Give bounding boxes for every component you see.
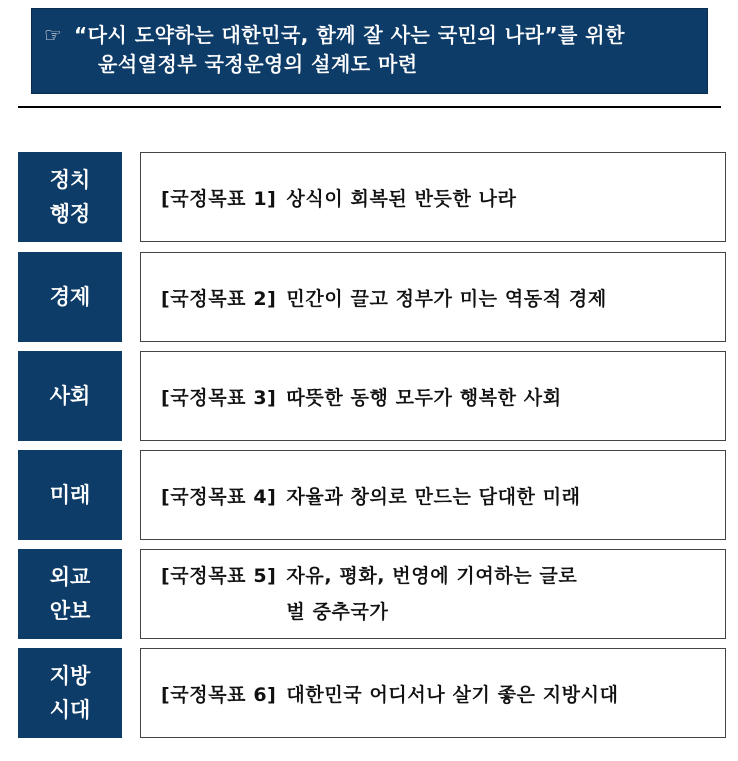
header-banner [31,8,708,94]
goal-row-4 [18,450,726,540]
goal-box [140,252,726,342]
banner-title-line-1: “다시 도약하는 대한민국, 함께 잘 사는 국민의 나라”를 위한 [74,23,625,47]
category-label [18,252,122,342]
goal-text: 자유, 평화, 번영에 기여하는 글로벌 중추국가 [286,565,578,623]
pointing-hand-icon: ☞ [44,23,63,47]
category-line: 행정 [49,202,91,226]
goal-number: [국정목표 2] [161,287,277,310]
category-line: 정치 [49,168,91,192]
banner-line-1 [44,21,707,50]
category-line: 외교 [49,565,91,589]
goal-row-5 [18,549,726,639]
goal-row-2 [18,252,726,342]
goal-box [140,351,726,441]
category-line: 지방 [49,664,91,688]
goal-number: [국정목표 1] [161,187,277,210]
category-label [18,450,122,540]
goal-number: [국정목표 4] [161,485,277,508]
category-line: 사회 [49,384,91,408]
category-line: 경제 [49,285,91,309]
goal-box [140,549,726,639]
goal-text: 민간이 끌고 정부가 미는 역동적 경제 [286,287,607,310]
goal-text: 상식이 회복된 반듯한 나라 [286,187,517,210]
goal-row-1 [18,152,726,242]
category-label [18,549,122,639]
divider-line [18,106,721,108]
goal-row-3 [18,351,726,441]
goal-text: 따뜻한 동행 모두가 행복한 사회 [286,386,562,409]
category-line: 시대 [49,698,91,722]
category-line: 안보 [49,599,91,623]
goal-number: [국정목표 3] [161,386,277,409]
category-label [18,648,122,738]
goal-box [140,152,726,242]
goal-box [140,450,726,540]
category-label [18,351,122,441]
goal-number: [국정목표 5] [161,565,277,587]
category-line: 미래 [49,483,91,507]
banner-title-line-2: 윤석열정부 국정운영의 설계도 마련 [98,52,418,76]
goal-box [140,648,726,738]
goal-text: 대한민국 어디서나 살기 좋은 지방시대 [286,683,619,706]
category-label [18,152,122,242]
goal-number: [국정목표 6] [161,683,277,706]
goal-text: 자율과 창의로 만드는 담대한 미래 [286,485,581,508]
goal-row-6 [18,648,726,738]
